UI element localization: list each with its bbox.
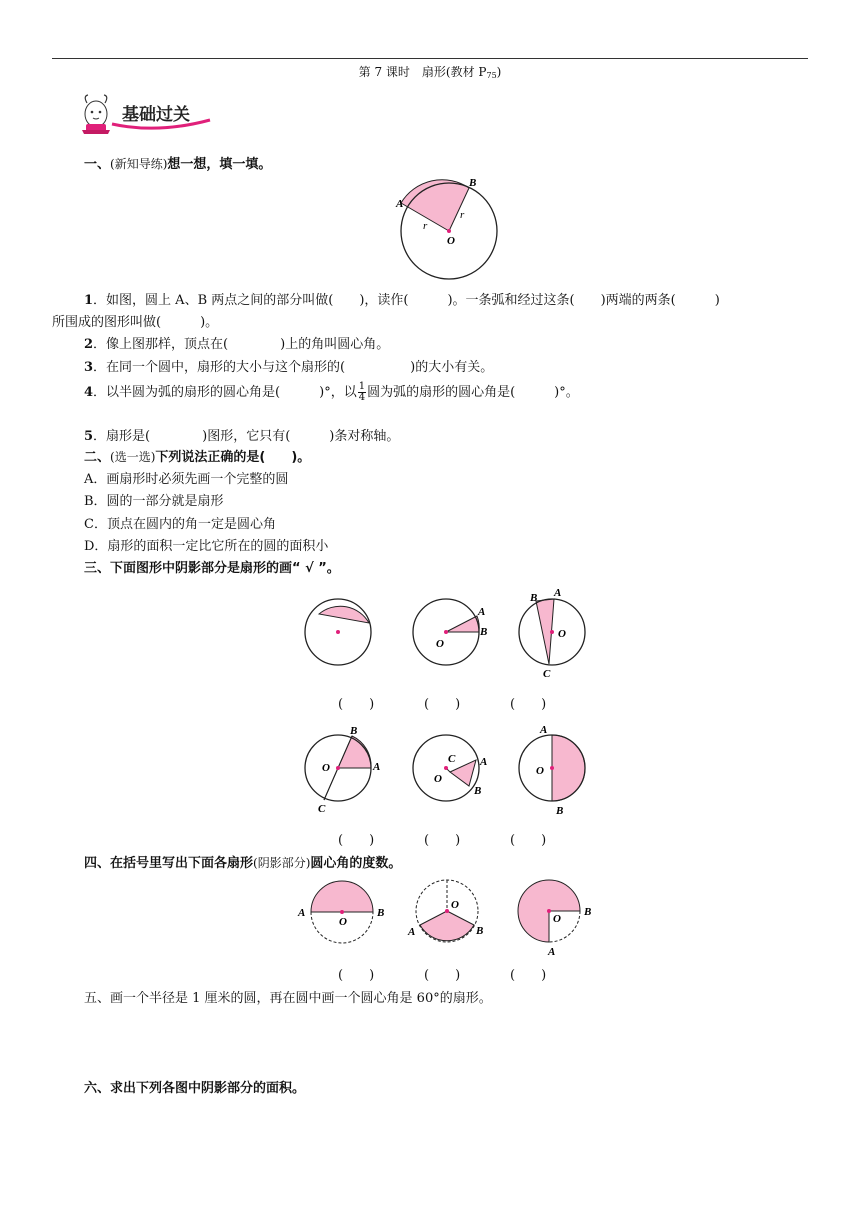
svg-text:B: B — [584, 906, 592, 918]
s3-fig-2 — [413, 599, 487, 665]
s3-fig-5 — [413, 735, 487, 801]
svg-text:A: A — [396, 198, 404, 210]
banner-title: 基础过关 — [122, 105, 190, 125]
s3-fig-6 — [519, 724, 585, 817]
s3-row2-figures — [300, 720, 610, 820]
svg-text:O: O — [553, 913, 561, 925]
s3-answer-5[interactable]: ( ) — [424, 833, 461, 848]
s1-q1: 1．如图，圆上 A、B 两点之间的部分叫做( )，读作( )。一条弧和经过这条( )两端的两条( ) — [84, 293, 720, 308]
svg-text:B: B — [556, 805, 564, 817]
svg-text:C: C — [318, 803, 326, 815]
s4-answer-3[interactable]: ( ) — [510, 968, 547, 983]
s3-answer-2[interactable]: ( ) — [424, 697, 461, 712]
s1-q5: 5．扇形是( )图形，它只有( )条对称轴。 — [84, 429, 400, 444]
s3-fig-3 — [519, 587, 585, 680]
svg-text:A: A — [540, 724, 548, 736]
s3-fig-4 — [305, 725, 380, 815]
svg-text:A: A — [480, 756, 488, 768]
s4-fig-2 — [407, 880, 483, 942]
s4-answer-2[interactable]: ( ) — [424, 968, 461, 983]
s1-heading: 一、(新知导练)想一想，填一填。 — [84, 157, 272, 172]
s3-row1-figures — [300, 585, 610, 685]
s2-option-b: B．圆的一部分就是扇形 — [84, 494, 224, 509]
s3-heading: 三、下面图形中阴影部分是扇形的画“ √ ”。 — [84, 561, 340, 576]
page-header: 第 7 课时 扇形(教材 $P_{75}$) — [358, 65, 502, 80]
center-point — [447, 229, 451, 233]
svg-text:A: A — [554, 587, 562, 599]
s1-q3: 3．在同一个圆中，扇形的大小与这个扇形的( )的大小有关。 — [84, 360, 494, 375]
svg-text:A: A — [373, 761, 381, 773]
s3-answer-1[interactable]: ( ) — [338, 697, 375, 712]
s2-option-d: D．扇形的面积一定比它所在的圆的面积小 — [84, 539, 329, 554]
s1-q2: 2．像上图那样，顶点在( )上的角叫圆心角。 — [84, 337, 390, 352]
svg-text:B: B — [350, 725, 358, 737]
s3-answer-6[interactable]: ( ) — [510, 833, 547, 848]
s1-sector-figure — [390, 174, 510, 280]
s6-heading: 六、求出下列各图中阴影部分的面积。 — [84, 1081, 306, 1096]
s4-fig-3 — [518, 880, 591, 958]
svg-text:B: B — [474, 785, 482, 797]
s2-option-a: A．画扇形时必须先画一个完整的圆 — [84, 472, 289, 487]
svg-text:r: r — [460, 209, 465, 221]
s4-fig-1 — [297, 881, 384, 943]
svg-text:O: O — [322, 762, 330, 774]
svg-text:A: A — [478, 606, 486, 618]
svg-text:O: O — [436, 638, 444, 650]
s2-heading: 二、(选一选)下列说法正确的是( )。 — [84, 450, 311, 465]
svg-text:O: O — [434, 773, 442, 785]
s5-heading: 五、画一个半径是 1 厘米的圆，再在圆中画一个圆心角是 60°的扇形。 — [84, 991, 492, 1006]
svg-text:A: A — [408, 926, 416, 938]
svg-text:O: O — [536, 765, 544, 777]
s2-option-c: C．顶点在圆内的角一定是圆心角 — [84, 517, 276, 532]
basic-pass-banner — [78, 90, 213, 136]
svg-text:O: O — [451, 899, 459, 911]
svg-text:r: r — [423, 220, 428, 232]
header-rule — [52, 58, 808, 59]
fraction-one-quarter: $\frac{1}{4}$ — [358, 381, 366, 403]
goat-mascot-icon — [82, 95, 110, 134]
svg-text:A: A — [298, 907, 306, 919]
svg-text:O: O — [447, 235, 455, 247]
s1-q1-cont: 所围成的图形叫做( )。 — [52, 315, 219, 330]
svg-text:B: B — [476, 925, 484, 937]
svg-text:C: C — [448, 753, 456, 765]
s3-fig-1 — [305, 599, 371, 665]
svg-text:O: O — [558, 628, 566, 640]
svg-text:B: B — [377, 907, 385, 919]
svg-text:C: C — [543, 668, 551, 680]
svg-text:B: B — [469, 177, 477, 189]
svg-text:B: B — [480, 626, 488, 638]
s3-answer-3[interactable]: ( ) — [510, 697, 547, 712]
s3-answer-4[interactable]: ( ) — [338, 833, 375, 848]
s1-q4: 4．以半圆为弧的扇形的圆心角是( )°，以 $\frac{1}{4}$ 圆为弧的扇形的圆心角是( )°。 — [84, 381, 579, 403]
svg-text:O: O — [339, 916, 347, 928]
s4-figures — [295, 875, 605, 970]
svg-text:B: B — [530, 592, 538, 604]
s4-heading: 四、在括号里写出下面各扇形(阴影部分)圆心角的度数。 — [84, 856, 402, 871]
svg-text:A: A — [548, 946, 556, 958]
s4-answer-1[interactable]: ( ) — [338, 968, 375, 983]
